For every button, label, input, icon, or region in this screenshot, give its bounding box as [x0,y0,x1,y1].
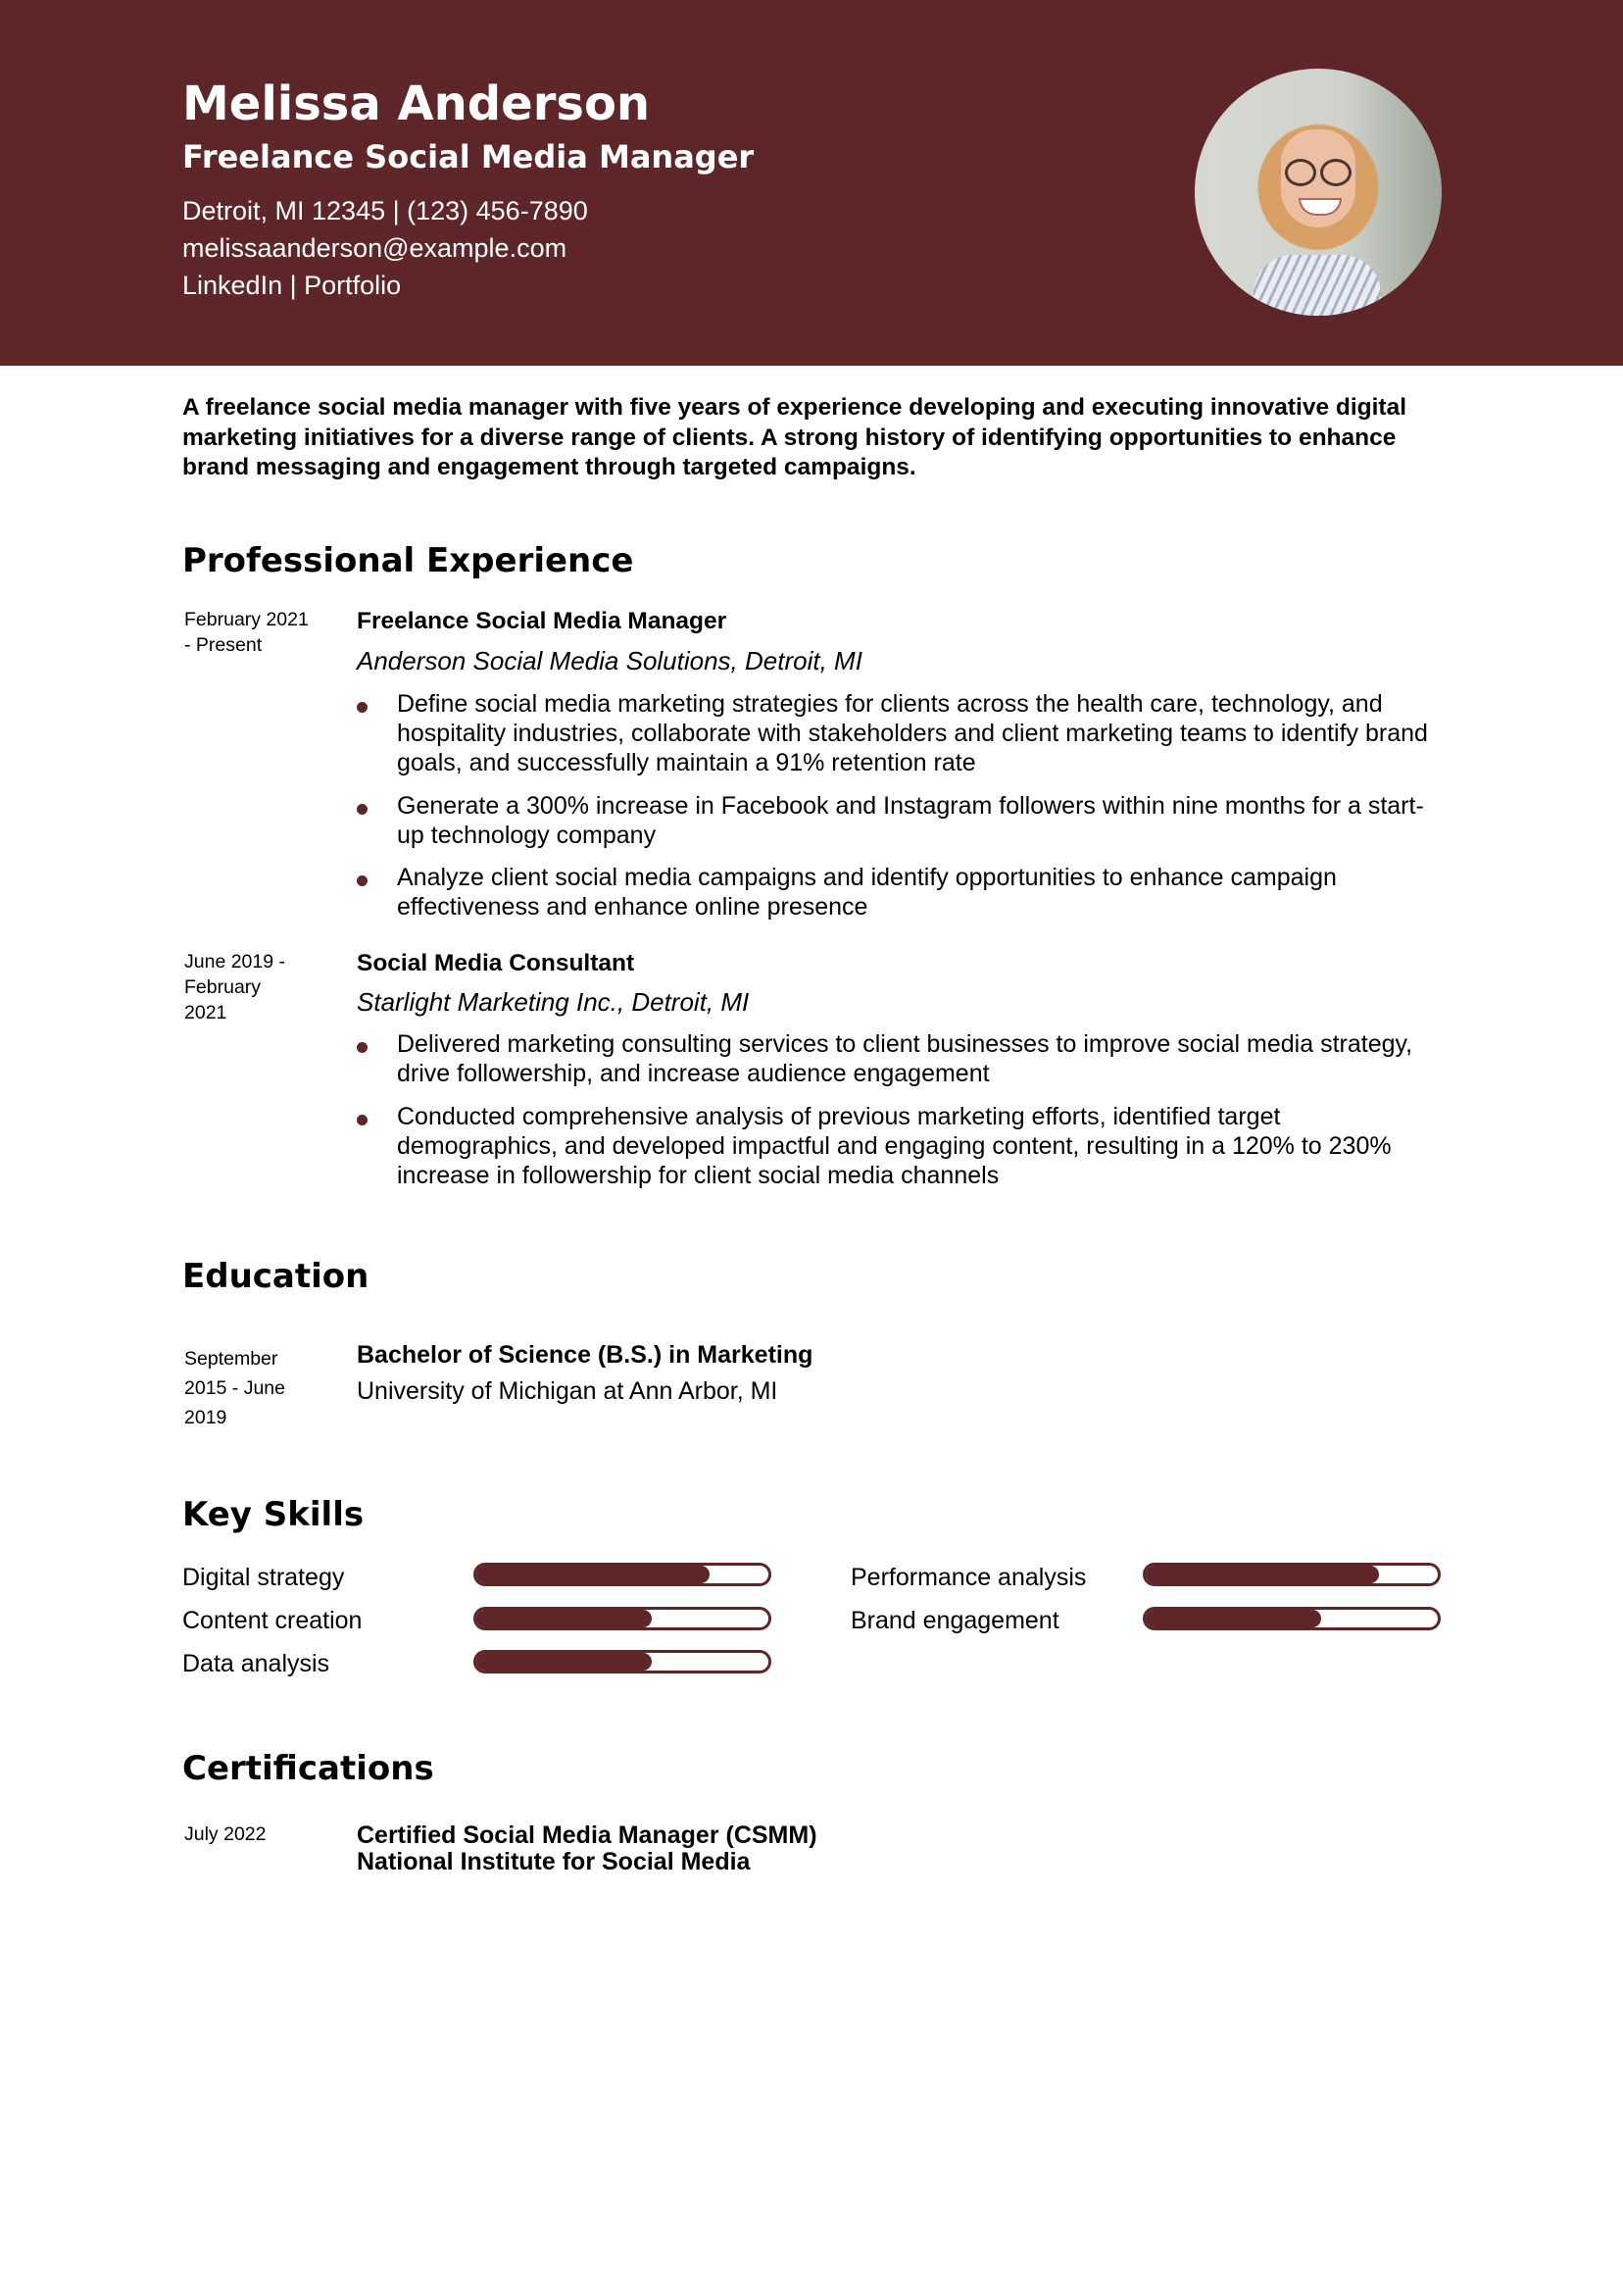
job-title: Social Media Consultant [357,950,635,976]
job-company: Anderson Social Media Solutions, Detroit, MI [357,646,862,675]
link-separator: | [282,271,305,300]
profile-photo [1195,69,1442,316]
candidate-title: Freelance Social Media Manager [182,138,755,175]
certification-org: National Institute for Social Media [357,1848,751,1875]
skill-bar-fill [476,1653,652,1671]
education-heading: Education [182,1257,369,1296]
bullet-text: Delivered marketing consulting services to client businesses to improve social media strategy, drive followership, and increase audience engagement [397,1030,1413,1087]
bullet-dot-icon [357,804,368,815]
certification-name: Certified Social Media Manager (CSMM) [357,1822,817,1849]
contact-info [182,192,588,304]
location-phone: Detroit, MI 12345 | (123) 456-7890 [182,196,588,225]
bullet-text: Conducted comprehensive analysis of previous marketing efforts, identified target demographics, and developed impactful and engaging content, resulting in a 120% to 230% increase in followership for client social media channels [397,1102,1392,1189]
portfolio-link[interactable]: Portfolio [304,271,402,300]
certification-date: July 2022 [184,1823,267,1845]
linkedin-link[interactable]: LinkedIn [182,271,283,300]
skill-label: Brand engagement [851,1607,1059,1634]
skill-label: Content creation [182,1607,363,1634]
skill-bar-fill [1146,1610,1321,1627]
certifications-heading: Certifications [182,1749,434,1788]
experience-heading: Professional Experience [182,541,634,580]
photo-shirt [1254,255,1381,316]
education-dates: September 2015 - June 2019 [184,1348,285,1428]
skill-label: Data analysis [182,1650,330,1677]
skill-label: Digital strategy [182,1564,345,1591]
bullet-dot-icon [357,1115,368,1125]
bullet-text: Generate a 300% increase in Facebook and Instagram followers within nine months for a start-up technology company [397,791,1424,849]
photo-glasses-left [1285,159,1316,186]
job-dates: February 2021 - Present [184,609,309,656]
job-bullets [357,689,1445,935]
skill-bar-fill [476,1610,652,1627]
bullet-item [357,689,1445,777]
bullet-dot-icon [357,1042,368,1053]
job-company: Starlight Marketing Inc., Detroit, MI [357,987,750,1017]
bullet-text: Analyze client social media campaigns and identify opportunities to enhance campaign effectiveness and enhance online presence [397,864,1337,921]
bullet-item [357,1102,1445,1190]
job-dates: June 2019 - February 2021 [184,951,285,1023]
skill-bar [473,1563,771,1586]
professional-summary: A freelance social media manager with five years of experience developing and executing innovative digital marketing initiatives for a diverse range of clients. A strong history of identifying opportunities to enhance brand messaging and engagement through targeted campaigns. [182,394,1407,480]
skill-bar-fill [1146,1566,1379,1583]
skill-label: Performance analysis [851,1564,1087,1591]
skill-bar [473,1607,771,1630]
job-bullets [357,1029,1445,1203]
job-title: Freelance Social Media Manager [357,608,727,634]
bullet-text: Define social media marketing strategies for clients across the health care, technology, and hospitality industries, collaborate with stakeholders and client marketing teams to identify brand goals, and successfully maintain a 91% retention rate [397,690,1428,776]
bullet-dot-icon [357,875,368,886]
bullet-item [357,791,1445,850]
bullet-item [357,863,1445,922]
skill-bar [1143,1607,1441,1630]
education-school: University of Michigan at Ann Arbor, MI [357,1377,778,1405]
candidate-name: Melissa Anderson [182,76,651,131]
skill-bar [1143,1563,1441,1586]
photo-glasses-right [1320,159,1352,186]
education-degree: Bachelor of Science (B.S.) in Marketing [357,1341,813,1369]
skills-heading: Key Skills [182,1495,365,1534]
resume-header [0,0,1623,366]
skill-bar [473,1650,771,1673]
bullet-item [357,1029,1445,1088]
email-link[interactable]: melissaanderson@example.com [182,233,567,263]
skill-bar-fill [476,1566,710,1583]
profile-links [182,267,588,304]
bullet-dot-icon [357,702,368,713]
